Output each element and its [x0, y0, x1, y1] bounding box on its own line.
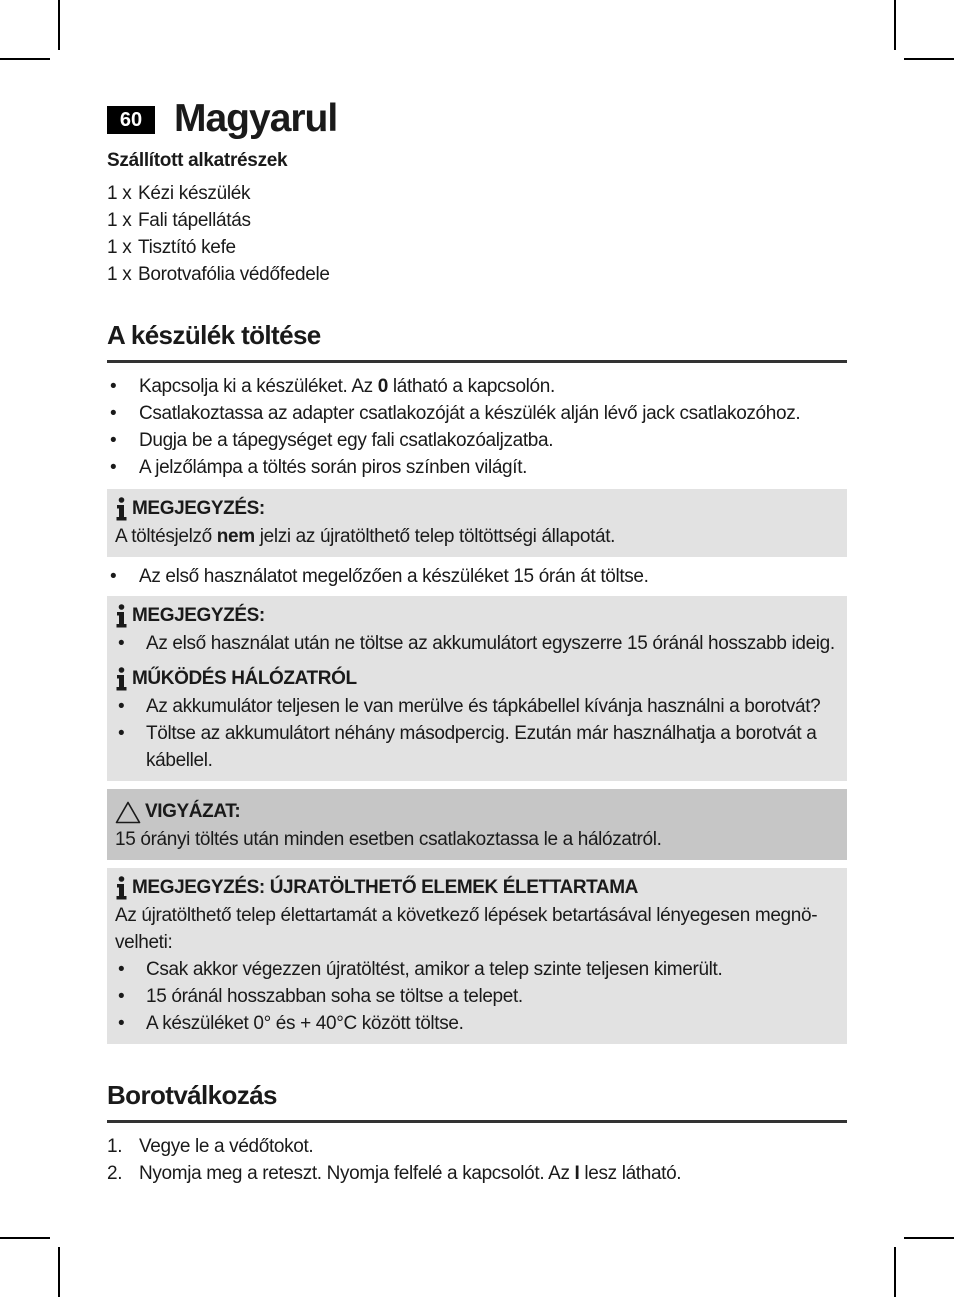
page-number: 60	[107, 106, 155, 134]
charging-steps	[107, 373, 847, 481]
parts-heading: Szállított alkatrészek	[107, 150, 288, 171]
list-item: 2. Nyomja meg a reteszt. Nyomja felfelé a kapcsolót. Az I lesz látható.	[107, 1163, 682, 1184]
section-heading: Borotválkozás	[107, 1080, 277, 1110]
list-item: • Az első használatot megelőzően a készüléket 15 órán át töltse.	[110, 566, 649, 587]
info-icon	[115, 667, 128, 691]
charging-steps-extra	[107, 563, 847, 590]
note-title: MŰKÖDÉS HÁLÓZATRÓL	[115, 665, 839, 693]
warning-title: VIGYÁZAT:	[115, 798, 839, 826]
crop-mark	[894, 0, 896, 50]
note-box	[107, 868, 847, 1044]
list-item: • Csatlakoztassa az adapter csatlakozóját a készülék alján lévő jack csatlakozóhoz.	[110, 403, 801, 424]
note-text: Az újratölthető telep élettartamát a következő lépések betartásával lényegesen megnö-velheti:	[115, 905, 818, 953]
list-item: • 15 óránál hosszabban soha se töltse a telepet.	[118, 986, 523, 1007]
parts-list	[107, 180, 847, 288]
list-item: • A készüléket 0° és + 40°C között töltse.	[118, 1013, 464, 1034]
language-title: Magyarul	[174, 97, 338, 140]
note-box	[107, 489, 847, 557]
section-divider	[107, 1120, 847, 1123]
info-icon	[115, 876, 128, 900]
warning-box	[107, 789, 847, 860]
list-item: 1 x Borotvafólia védőfedele	[107, 264, 330, 285]
shaving-section	[107, 1078, 847, 1187]
crop-mark	[0, 1237, 50, 1239]
crop-mark	[58, 1247, 60, 1297]
list-item: 1 x Tisztító kefe	[107, 237, 236, 258]
info-icon	[115, 604, 128, 628]
warning-text: 15 órányi töltés után minden esetben csatlakoztassa le a hálózatról.	[115, 829, 662, 850]
list-item: • Töltse az akkumulátort néhány másodpercig. Ezután már használhatja a borotvát a kábellel.	[118, 723, 817, 771]
crop-mark	[904, 58, 954, 60]
note-text: A töltésjelző nem jelzi az újratölthető telep töltöttségi állapotát.	[115, 526, 616, 547]
list-item: 1 x Fali tápellátás	[107, 210, 251, 231]
note-title: MEGJEGYZÉS:	[115, 495, 839, 523]
list-item: 1 x Kézi készülék	[107, 183, 251, 204]
list-item: • Az akkumulátor teljesen le van merülve és tápkábellel kívánja használni a borotvát?	[118, 696, 821, 717]
section-heading: A készülék töltése	[107, 320, 321, 350]
note-title: MEGJEGYZÉS: ÚJRATÖLTHETŐ ELEMEK ÉLETTARTAMA	[115, 874, 839, 902]
crop-mark	[0, 58, 50, 60]
charging-section	[107, 318, 847, 1044]
note-title: MEGJEGYZÉS:	[115, 602, 839, 630]
info-icon	[115, 497, 128, 521]
crop-mark	[894, 1247, 896, 1297]
page-header	[107, 96, 847, 142]
crop-mark	[904, 1237, 954, 1239]
list-item: • Kapcsolja ki a készüléket. Az 0 látható a kapcsolón.	[110, 376, 555, 397]
note-box	[107, 596, 847, 781]
warning-triangle-icon	[115, 801, 141, 824]
section-divider	[107, 360, 847, 363]
shaving-steps	[107, 1133, 847, 1187]
list-item: • Az első használat után ne töltse az akkumulátort egyszerre 15 óránál hosszabb ideig.	[118, 633, 835, 654]
manual-page	[107, 96, 847, 1187]
list-item: • Dugja be a tápegységet egy fali csatlakozóaljzatba.	[110, 430, 554, 451]
crop-mark	[58, 0, 60, 50]
list-item: 1. Vegye le a védőtokot.	[107, 1136, 314, 1157]
list-item: • Csak akkor végezzen újratöltést, amikor a telep szinte teljesen kimerült.	[118, 959, 723, 980]
list-item: • A jelzőlámpa a töltés során piros színben világít.	[110, 457, 528, 478]
